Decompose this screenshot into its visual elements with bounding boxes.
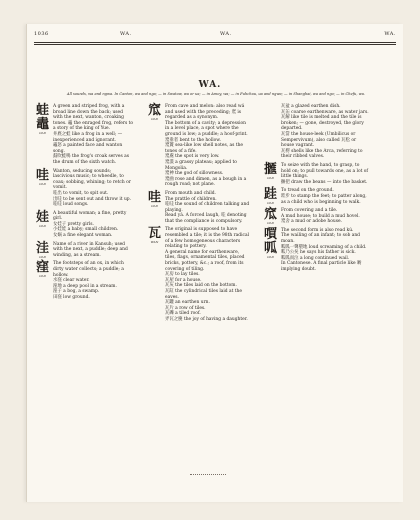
header-rule — [34, 42, 396, 43]
entry-phrase: The wailing of an infant; to sob and moan. — [281, 233, 360, 245]
entry-phrase: 跬步 to stamp the feet; to patter along, as a child who is beginning to walk. — [281, 193, 367, 205]
entry-character: 窪 — [35, 260, 49, 276]
entry-phrase: 窊處 the spot is very low. — [165, 154, 220, 160]
tone-mark: OLD — [39, 223, 46, 228]
section-title: WA. — [198, 80, 222, 90]
entry-phrase: 瓦當 the house-leek (Umbilicus or Sempervivum), also called 瓦松 or house vagrant. — [281, 131, 357, 149]
header-rule-thin — [34, 44, 396, 45]
entry-phrase: 窪地 a deep pool in a stream. — [53, 283, 117, 289]
entry-definition: From mouth and child. — [165, 190, 216, 196]
entry-phrase: 窊神 the god of sillowness. — [165, 171, 224, 177]
entry-phrase: 擓把 draw the beans — into the basket. — [281, 179, 368, 185]
entry-characters — [262, 188, 279, 205]
tone-mark: OLD — [39, 131, 46, 135]
entry-phrase: 鼓吹蛙鳴 the frog's croak serves as the drum of the sixth watch. — [53, 154, 130, 165]
column-2 — [146, 104, 250, 326]
entry-phrase: The prattle of children. — [165, 196, 217, 202]
entry-definition: The second form is also read kú. — [281, 227, 354, 233]
entry-phrase: 哇哇 loud songs. — [53, 202, 89, 208]
entry-phrase: The bottom of a cavity; a depression in a level place, a spot where the ground is low; a puddle; a hoof-print. — [165, 120, 248, 137]
dictionary-entry — [34, 104, 134, 166]
entry-characters — [34, 242, 51, 259]
entry-character: 窊 — [263, 207, 277, 223]
tone-mark: OLD — [39, 274, 46, 279]
running-head-left: WA. — [120, 31, 132, 37]
entry-character: 蛙 — [35, 103, 49, 118]
running-head-right: WA. — [384, 31, 396, 37]
entry-phrase: 窊漠 a grassy plateau; applied to Mongolia. — [165, 159, 237, 171]
entry-phrase: 瓦缸 the cylindrical tiles laid at the eaves. — [165, 289, 242, 300]
dictionary-entry — [262, 163, 370, 185]
dictionary-entry — [146, 227, 250, 322]
entry-phrase: 哇哇 the sound of children talking and playing. — [165, 202, 250, 213]
entry-phrase: 窊曲 rose and dimen, as a bough in a rough road; not plane. — [165, 176, 247, 188]
entry-character-variant: 呱 — [263, 240, 277, 256]
entry-phrase: Read yá. A forced laugh, 哇 denoting that the compliance is compulsory. — [165, 213, 247, 224]
entry-definition: Name of a river in Kansuh; used with the next, a puddle; deep and winding, as a stream. — [53, 241, 128, 258]
dictionary-entry — [262, 208, 370, 225]
tone-mark: OLD — [267, 201, 274, 206]
entry-phrase: 瓦楞 shells like the Arca, referring to their ribbed valves. — [281, 148, 363, 160]
entry-characters — [34, 211, 51, 228]
entry-characters — [262, 228, 279, 259]
entry-phrase: 呱呱一聲墮地 loud screaming of a child. — [281, 244, 367, 250]
entry-definition: Wanton, seducing sounds; lascivious music; to wheedle, to coax; sobbing, whining; to retch or vomit. — [53, 168, 131, 191]
entry-characters — [34, 261, 51, 278]
entry-phrase: 呱乃公矣 he says his father is sick. — [281, 250, 356, 256]
entry-character: 娃 — [35, 209, 49, 225]
tone-mark: OLD — [151, 203, 158, 208]
entry-definition: The original is supposed to have resembled a tile; it is the 98th radical of a few homogeneous characters relating to pottery. — [165, 227, 249, 250]
entry-phrase: 窊竇 sea-like low shell notes, as the tones of a fife. — [165, 143, 244, 154]
entry-characters — [34, 104, 51, 135]
tone-mark: OLD — [267, 254, 274, 259]
entry-character-variant: 鼃 — [35, 117, 49, 132]
entry-characters — [262, 208, 279, 225]
entry-phrase: 瓦解 like tile is melted and the tile is broken; — gone, destroyed, the glory departed. — [281, 115, 364, 132]
entry-phrase: 瓦屋 for a house. — [165, 277, 202, 283]
entry-phrase: 窊舍 a mud or adobe house. — [281, 219, 342, 225]
entry-character: 哇 — [147, 189, 161, 205]
dictionary-entry — [34, 261, 134, 300]
dictionary-entry — [262, 104, 370, 160]
tone-mark: OLD — [267, 221, 274, 226]
entry-character: 瓦 — [147, 226, 161, 242]
entry-phrase: 田窪 low ground. — [53, 295, 90, 300]
entry-character: 嘪 — [263, 226, 277, 242]
tone-mark: WAN — [150, 240, 159, 245]
column-1 — [34, 104, 134, 304]
tone-mark: OLD — [39, 181, 46, 186]
entry-character: 窊 — [147, 103, 161, 118]
tone-mark: OLD — [151, 117, 158, 121]
dictionary-entry — [262, 188, 370, 205]
column-3 — [262, 104, 370, 276]
dictionary-entry — [262, 228, 370, 273]
entry-phrase: A general name for earthenware, tiles, flags, ornamental tiles, placed bricks, pottery, &c.; a roof, from its covering of tiling. — [165, 249, 245, 272]
entry-phrase: 出哇 to be sent out and throw it up. — [53, 196, 131, 202]
dictionary-entry — [34, 169, 134, 208]
entry-characters — [146, 104, 163, 121]
entry-character: 哇 — [35, 167, 49, 183]
entry-phrase: 小娃娃 a baby; small children. — [53, 227, 119, 233]
running-head-center: WA. — [220, 31, 232, 37]
entry-definition: From covering and a tile. — [281, 208, 338, 214]
entry-definition: From cave and melon: also read wá and used with the preceding; 窊 is regarded as a synonym. — [165, 104, 245, 121]
entry-character: 擓 — [263, 161, 277, 177]
dictionary-entry — [34, 242, 134, 259]
tone-mark: OLD — [267, 175, 274, 180]
entry-phrase: 哇出 to vomit, to spit out. — [53, 190, 109, 196]
entry-phrase: 女娲 a fine elegant woman. — [53, 233, 113, 239]
entry-phrase: 弄瓦之慶 the joy of having a daughter. — [165, 316, 248, 322]
section-end-rule — [190, 474, 226, 475]
entry-phrase: 瓦片 a row of tiles. — [165, 305, 206, 311]
entry-definition: A green and striped frog, with a broad line down the back; used with the next, wanton, croaking tones. 鼃 the enraged frog, refers to a story of the king of Yue. — [53, 104, 134, 132]
dialect-note: All sounds, wa and ngwa. In Canton, wa and nga; — in Swatow, wa or ua; — in Amoy, wa; — in Fuhchau, ua and ngwa; — in Shanghai, wa and ngo; — in Chefu, wa. — [66, 92, 366, 96]
entry-definition: The footsteps of an ox, in which dirty water collects; a puddle; a hollow. — [53, 261, 124, 278]
entry-phrase: 井底之蛙 like a frog in a well; — inexperienced and ignorant. — [53, 131, 123, 143]
entry-phrase: 窊垂者 bent to the hollow. — [165, 137, 221, 143]
page-number: 1036 — [34, 31, 49, 37]
entry-phrase: 瓦礫 a tiled roof. — [165, 311, 201, 317]
entry-phrase: A mud house; to build a mud hovel. — [281, 213, 360, 219]
entry-definition: To tread on the ground. — [281, 188, 334, 194]
dictionary-entry — [146, 191, 250, 225]
entry-characters — [146, 191, 163, 208]
entry-definition: To seize with the hand, to grasp, to hold on; to pull towards one, as a lot of little things. — [281, 162, 369, 180]
entry-phrase: 呱呱而泣 a long continued wail. — [281, 255, 350, 261]
entry-characters — [262, 163, 279, 180]
entry-character: 跬 — [263, 187, 277, 203]
entry-phrase: 瓦罐 an earthen urn. — [165, 300, 210, 306]
entry-phrase: In Cantonese. A final particle like 喲 implying doubt. — [281, 261, 362, 273]
dictionary-entry — [34, 211, 134, 239]
tone-mark: OLD — [39, 254, 46, 259]
entry-phrase: 瓦盆 a glazed earthen dish. — [281, 104, 341, 109]
entry-phrase: 窪子 a bog, a swamp. — [53, 289, 100, 295]
dictionary-entry — [146, 104, 250, 188]
entry-phrase: 女娃子 pretty girls. — [53, 221, 94, 227]
entry-definition: A beautiful woman; a fine, pretty girl. — [53, 210, 127, 222]
entry-phrase: 瓦房 to lay tiles. — [165, 272, 200, 278]
entry-phrase: 瓦缶 coarse earthenware, as water jars. — [281, 109, 369, 115]
entry-phrase: 鼃怒 a painted face and wanton song. — [53, 143, 123, 154]
entry-character: 洼 — [35, 240, 49, 256]
entry-phrase: 水窪 clear water. — [53, 278, 90, 284]
entry-phrase: 瓦灰 the tiles laid on the bottom. — [165, 283, 237, 289]
entry-characters — [146, 227, 163, 244]
entry-characters — [34, 169, 51, 186]
